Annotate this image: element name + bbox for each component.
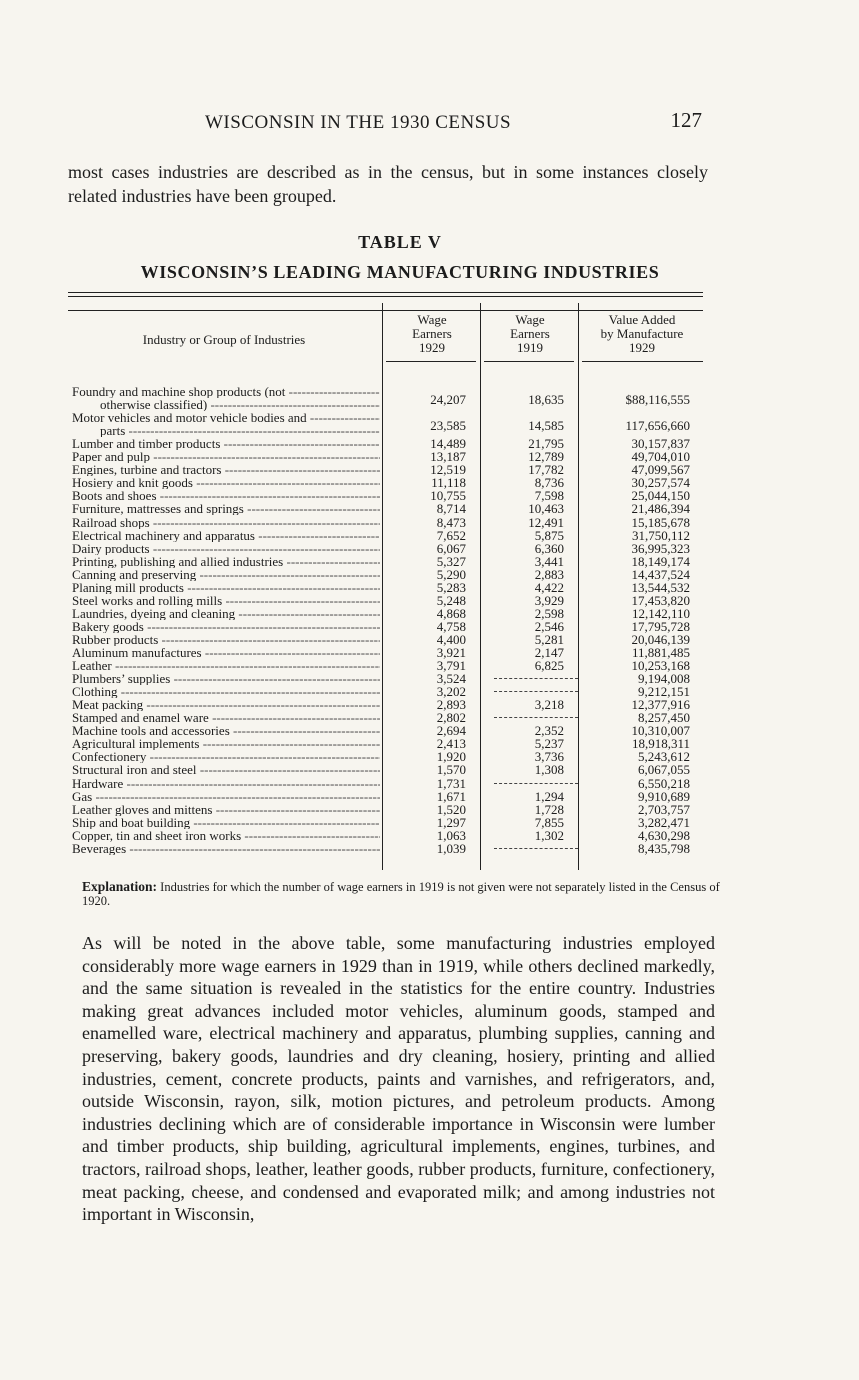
industry-name: Steel works and rolling mills ----- (72, 594, 380, 607)
table-row-values (68, 816, 703, 829)
page-number: 127 (670, 108, 702, 132)
running-title: WISCONSIN IN THE 1930 CENSUS (205, 112, 512, 133)
value-added-1929: 8,435,798 (638, 840, 690, 856)
value-added-1929: 11,881,485 (631, 645, 690, 660)
header-line: Earners (412, 326, 452, 341)
explanation-label: Explanation: (82, 879, 158, 894)
wage-earners-1919: 6,360 (534, 540, 564, 556)
wage-earners-1929: 10,755 (430, 488, 466, 504)
wage-earners-1929: 11,118 (431, 475, 466, 491)
wage-earners-1919: 1,308 (534, 762, 564, 778)
table-row-values (68, 581, 703, 594)
industry-name: Leather ----- (72, 659, 380, 672)
header-wage-1929 (386, 313, 478, 355)
industry-name: Planing mill products ----- (72, 581, 380, 594)
wage-earners-1919: 3,441 (534, 553, 564, 569)
value-added-1929: 10,310,007 (631, 723, 690, 739)
industry-name: Rubber products ----- (72, 633, 380, 646)
industry-name: Machine tools and accessories ----- (72, 724, 380, 737)
industry-name: Paper and pulp ----- (72, 450, 380, 463)
industry-name-continued: parts ----- (100, 424, 380, 437)
table-row-values (68, 763, 703, 776)
table-row-values (68, 607, 703, 620)
not-given-dash (494, 691, 578, 692)
wage-earners-1929: 1,520 (436, 801, 466, 817)
value-added-1929: 14,437,524 (631, 566, 690, 582)
table-row-values (68, 737, 703, 750)
header-value-added (582, 313, 702, 355)
not-given-dash (494, 848, 578, 849)
wage-earners-1929: 8,714 (436, 501, 466, 517)
table-row-values (68, 476, 703, 489)
value-added-1929: 4,630,298 (638, 827, 690, 843)
table-title: WISCONSIN’S LEADING MANUFACTURING INDUSTRIES (140, 262, 660, 282)
value-added-1929: 5,243,612 (638, 749, 690, 765)
industry-name: Boots and shoes ----- (72, 489, 380, 502)
wage-earners-1929: 1,297 (436, 814, 466, 830)
not-given-dash (494, 783, 578, 784)
table-row-values (68, 803, 703, 816)
wage-earners-1929: 5,327 (436, 553, 466, 569)
table-row-values (68, 555, 703, 568)
table-row-values (68, 393, 703, 406)
wage-earners-1929: 8,473 (436, 514, 466, 530)
industry-name: Canning and preserving ----- (72, 568, 380, 581)
value-added-1929: 13,544,532 (631, 579, 690, 595)
table-row-values (68, 516, 703, 529)
page-header (60, 108, 710, 136)
table-row-values (68, 437, 703, 450)
wage-earners-1929: 2,413 (436, 736, 466, 752)
wage-earners-1919: 7,855 (534, 814, 564, 830)
wage-earners-1929: 23,585 (430, 417, 466, 433)
value-added-1929: 17,795,728 (631, 618, 690, 634)
value-added-1929: 25,044,150 (631, 488, 690, 504)
table-row-values (68, 829, 703, 842)
header-line: Value Added (608, 312, 676, 327)
wage-earners-1929: 14,489 (430, 436, 466, 452)
value-added-1929: 21,486,394 (631, 501, 690, 517)
industry-name: Copper, tin and sheet iron works ----- (72, 829, 380, 842)
table-row-values (68, 750, 703, 763)
wage-earners-1929: 13,187 (430, 449, 466, 465)
wage-earners-1919: 3,736 (534, 749, 564, 765)
industry-name: Hosiery and knit goods ----- (72, 476, 380, 489)
wage-earners-1929: 5,248 (436, 592, 466, 608)
wage-earners-1919: 3,929 (534, 592, 564, 608)
value-added-1929: 9,212,151 (638, 684, 690, 700)
wage-earners-1929: 4,400 (436, 631, 466, 647)
table-row-values (68, 568, 703, 581)
value-added-1929: 9,194,008 (638, 671, 690, 687)
header-underline (386, 361, 476, 362)
table-row-values (68, 646, 703, 659)
value-added-1929: 36,995,323 (631, 540, 690, 556)
wage-earners-1919: 1,302 (534, 827, 564, 843)
table-row-values (68, 529, 703, 542)
industry-name: Meat packing ----- (72, 698, 380, 711)
industry-name: Agricultural implements ----- (72, 737, 380, 750)
wage-earners-1929: 3,921 (436, 645, 466, 660)
header-underline (484, 361, 574, 362)
table-row-values (68, 685, 703, 698)
header-wage-1919 (484, 313, 576, 355)
explanation-text: Industries for which the number of wage earners in 1919 is not given were not separately listed in the Census of 1920. (82, 880, 720, 908)
table-row-values (68, 724, 703, 737)
industry-name: Bakery goods ----- (72, 620, 380, 633)
industry-name: Printing, publishing and allied industries ----- (72, 555, 380, 568)
not-given-dash (494, 678, 578, 679)
industry-name: Beverages ----- (72, 842, 380, 855)
value-added-1929: 30,257,574 (631, 475, 690, 491)
industry-name: Structural iron and steel ----- (72, 763, 380, 776)
wage-earners-1919: 1,294 (534, 788, 564, 804)
value-added-1929: 17,453,820 (631, 592, 690, 608)
header-line: 1929 (419, 340, 445, 355)
wage-earners-1929: 6,067 (436, 540, 466, 556)
table-top-rule (68, 292, 703, 293)
table-row-values (68, 633, 703, 646)
wage-earners-1919: 18,635 (528, 391, 564, 407)
wage-earners-1919: 3,218 (534, 697, 564, 713)
industry-name: Plumbers’ supplies ----- (72, 672, 380, 685)
wage-earners-1919: 2,352 (534, 723, 564, 739)
table-row-values (68, 542, 703, 555)
table-row-values (68, 502, 703, 515)
table-row-values (68, 620, 703, 633)
industry-name: Stamped and enamel ware ----- (72, 711, 380, 724)
wage-earners-1919: 7,598 (534, 488, 564, 504)
wage-earners-1919: 2,598 (534, 605, 564, 621)
value-added-1929: $88,116,555 (625, 391, 690, 407)
industry-name: Motor vehicles and motor vehicle bodies and ----- (72, 411, 380, 424)
value-added-1929: 31,750,112 (631, 527, 690, 543)
wage-earners-1929: 2,893 (436, 697, 466, 713)
table-label: TABLE V (358, 232, 442, 252)
industry-name: Hardware ----- (72, 777, 380, 790)
wage-earners-1919: 6,825 (534, 658, 564, 674)
industry-name: Gas ----- (72, 790, 380, 803)
wage-earners-1919: 21,795 (528, 436, 564, 452)
value-added-1929: 20,046,139 (631, 631, 690, 647)
wage-earners-1919: 5,237 (534, 736, 564, 752)
value-added-1929: 49,704,010 (631, 449, 690, 465)
wage-earners-1929: 1,063 (436, 827, 466, 843)
value-added-1929: 47,099,567 (631, 462, 690, 478)
wage-earners-1919: 4,422 (534, 579, 564, 595)
body-paragraph: As will be noted in the above table, some manufacturing industries employed considerably more wage earners in 1929 than in 1919, while others declined markedly, and the same situation is revealed in the statistics for the entire country. Industries making great advances included motor vehicles, aluminum goods, stamped and enamelled ware, electrical machinery and apparatus, plumbing supplies, canning and preserving, bakery goods, laundries and dry cleaning, hosiery, printing and allied industries, cement, concrete products, paints and varnishes, and refrigerators, and, outside Wisconsin, rayon, silk, motion pictures, and petroleum products. Among industries declining which are of considerable importance in Wisconsin were lumber and timber products, ship building, agricultural implements, engines, turbines, and tractors, railroad shops, leather, leather goods, rubber products, furniture, confectionery, meat packing, cheese, and condensed and evaporated milk; and among industries not important in Wisconsin, (82, 933, 715, 1225)
wage-earners-1929: 4,868 (436, 605, 466, 621)
industry-name: Ship and boat building ----- (72, 816, 380, 829)
wage-earners-1919: 5,281 (534, 631, 564, 647)
value-added-1929: 9,910,689 (638, 788, 690, 804)
value-added-1929: 2,703,757 (638, 801, 690, 817)
industry-name: Foundry and machine shop products (not ----- (72, 385, 380, 398)
wage-earners-1919: 5,875 (534, 527, 564, 543)
industry-name: Lumber and timber products ----- (72, 437, 380, 450)
header-line: Earners (510, 326, 550, 341)
explanation-note (82, 880, 722, 908)
not-given-dash (494, 717, 578, 718)
industry-name: Clothing ----- (72, 685, 380, 698)
wage-earners-1929: 2,694 (436, 723, 466, 739)
value-added-1929: 30,157,837 (631, 436, 690, 452)
value-added-1929: 6,550,218 (638, 775, 690, 791)
table-row-values (68, 790, 703, 803)
table-row-values (68, 659, 703, 672)
wage-earners-1929: 5,290 (436, 566, 466, 582)
industry-name: Engines, turbine and tractors ----- (72, 463, 380, 476)
intro-paragraph: most cases industries are described as in the census, but in some instances closely related industries have been grouped. (68, 162, 708, 206)
wage-earners-1919: 2,147 (534, 645, 564, 660)
industry-name: Dairy products ----- (72, 542, 380, 555)
value-added-1929: 3,282,471 (638, 814, 690, 830)
industry-name: Laundries, dyeing and cleaning ----- (72, 607, 380, 620)
wage-earners-1919: 8,736 (534, 475, 564, 491)
value-added-1929: 18,149,174 (631, 553, 690, 569)
value-added-1929: 10,253,168 (631, 658, 690, 674)
manufacturing-table (68, 303, 703, 873)
wage-earners-1919: 1,728 (534, 801, 564, 817)
header-line: Wage (417, 312, 447, 327)
table-row-values (68, 672, 703, 685)
wage-earners-1929: 4,758 (436, 618, 466, 634)
wage-earners-1919: 12,491 (528, 514, 564, 530)
wage-earners-1919: 2,883 (534, 566, 564, 582)
header-line: 1919 (517, 340, 543, 355)
table-row-values (68, 711, 703, 724)
industry-name: Electrical machinery and apparatus ----- (72, 529, 380, 542)
table-row-values (68, 419, 703, 432)
industry-name: Confectionery ----- (72, 750, 380, 763)
wage-earners-1919: 10,463 (528, 501, 564, 517)
industry-name: Furniture, mattresses and springs ----- (72, 502, 380, 515)
table-top-rule-2 (68, 296, 703, 297)
header-underline (582, 361, 703, 362)
wage-earners-1929: 24,207 (430, 391, 466, 407)
wage-earners-1929: 1,570 (436, 762, 466, 778)
wage-earners-1929: 1,731 (436, 775, 466, 791)
value-added-1929: 12,377,916 (631, 697, 690, 713)
value-added-1929: 8,257,450 (638, 710, 690, 726)
wage-earners-1929: 1,671 (436, 788, 466, 804)
wage-earners-1919: 17,782 (528, 462, 564, 478)
header-line: by Manufacture (600, 326, 684, 341)
value-added-1929: 15,185,678 (631, 514, 690, 530)
value-added-1929: 18,918,311 (631, 736, 690, 752)
table-row-values (68, 463, 703, 476)
industry-name: Leather gloves and mittens ----- (72, 803, 380, 816)
wage-earners-1919: 12,789 (528, 449, 564, 465)
industry-name: Aluminum manufactures ----- (72, 646, 380, 659)
industry-name-continued: otherwise classified) ----- (100, 398, 380, 411)
header-line: 1929 (629, 340, 655, 355)
wage-earners-1929: 12,519 (430, 462, 466, 478)
table-row-values (68, 450, 703, 463)
industry-name: Railroad shops ----- (72, 516, 380, 529)
value-added-1929: 6,067,055 (638, 762, 690, 778)
wage-earners-1929: 3,524 (436, 671, 466, 687)
table-row-values (68, 698, 703, 711)
wage-earners-1929: 3,791 (436, 658, 466, 674)
wage-earners-1929: 5,283 (436, 579, 466, 595)
table-row-values (68, 489, 703, 502)
wage-earners-1929: 1,920 (436, 749, 466, 765)
wage-earners-1919: 2,546 (534, 618, 564, 634)
value-added-1929: 12,142,110 (631, 605, 690, 621)
wage-earners-1929: 3,202 (436, 684, 466, 700)
table-row-values (68, 777, 703, 790)
wage-earners-1929: 2,802 (436, 710, 466, 726)
value-added-1929: 117,656,660 (625, 417, 690, 433)
wage-earners-1929: 7,652 (436, 527, 466, 543)
table-row-values (68, 842, 703, 855)
table-row-values (68, 594, 703, 607)
header-line: Wage (515, 312, 545, 327)
wage-earners-1929: 1,039 (436, 840, 466, 856)
wage-earners-1919: 14,585 (528, 417, 564, 433)
header-industry: Industry or Group of Industries (142, 332, 306, 347)
